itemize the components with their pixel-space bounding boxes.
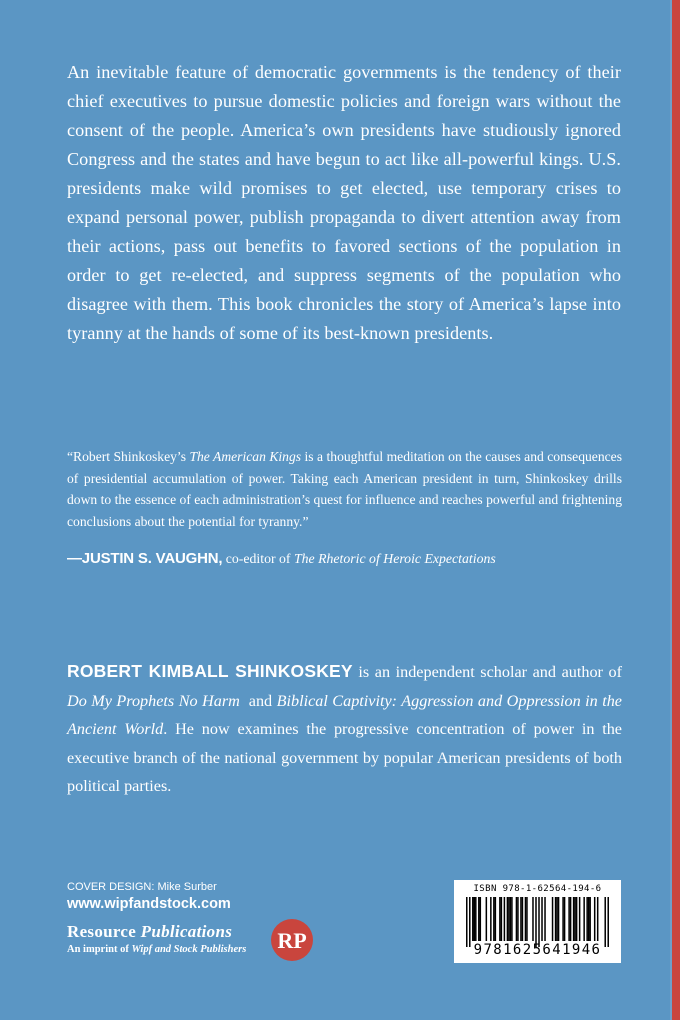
- publisher-name: [67, 922, 232, 942]
- barcode-bar: [493, 897, 495, 941]
- barcode-bar: [556, 897, 558, 941]
- barcode-bar: [574, 897, 576, 941]
- barcode-bar: [517, 897, 519, 941]
- publisher-logo-icon: [270, 918, 314, 962]
- barcode-bar: [552, 897, 554, 941]
- barcode-bar: [510, 897, 512, 941]
- publisher-logo-text: RP: [277, 928, 307, 953]
- barcode-bar: [469, 897, 471, 947]
- barcode-bar: [526, 897, 528, 941]
- barcode-bar: [486, 897, 488, 941]
- barcode-bar: [475, 897, 477, 941]
- barcode: [454, 880, 621, 963]
- barcode-bar: [558, 897, 560, 941]
- barcode-bar: [544, 897, 546, 941]
- barcode-bar: [474, 897, 476, 941]
- barcode-bar: [466, 897, 468, 947]
- barcode-digits: 9781625641946: [473, 942, 602, 958]
- barcode-bar: [538, 897, 540, 947]
- barcode-bar: [480, 897, 482, 941]
- review-quote-open: “Robert Shinkoskey’s: [67, 449, 190, 464]
- review-quote: [67, 446, 622, 532]
- barcode-bar: [594, 897, 596, 941]
- barcode-bars: [460, 897, 615, 947]
- barcode-bar: [490, 897, 492, 941]
- review-attribution: [67, 549, 627, 569]
- barcode-bar: [568, 897, 570, 941]
- imprint-publisher: Wipf and Stock Publishers: [131, 944, 247, 955]
- barcode-bar: [588, 897, 590, 941]
- barcode-bar: [472, 897, 474, 941]
- author-bio: [67, 657, 622, 801]
- barcode-bar: [495, 897, 497, 941]
- barcode-bar: [604, 897, 606, 947]
- barcode-bar: [478, 897, 480, 941]
- cover-design-credit: COVER DESIGN: Mike Surber: [67, 881, 217, 893]
- imprint-prefix: An imprint of: [67, 944, 132, 955]
- reviewer-work: The Rhetoric of Heroic Expectations: [293, 551, 496, 566]
- barcode-bar: [570, 897, 572, 941]
- barcode-bar: [511, 897, 513, 941]
- reviewer-role: co-editor of: [222, 551, 294, 566]
- barcode-bar: [535, 897, 537, 947]
- barcode-bar: [607, 897, 609, 947]
- publisher-name-2: Publications: [140, 922, 233, 941]
- barcode-bar: [522, 897, 524, 941]
- author-name: ROBERT KIMBALL SHINKOSKEY: [67, 661, 353, 681]
- barcode-bar: [583, 897, 585, 941]
- barcode-bar: [579, 897, 581, 941]
- barcode-bar: [555, 897, 557, 941]
- book-blurb: An inevitable feature of democratic governments is the tendency of their chief executives to pursue domestic policies and foreign wars without the consent of the people. America’s own presidents have studiously ignored Congress and the states and have begun to act like all-powerful kings. U.S. presidents make wild promises to get elected, use temporary crises to expand personal power, publish propaganda to divert attention away from their actions, pass out benefits to favored sections of the population in order to get re-elected, and suppress segments of the population who disagree with them. This book chronicles the story of America’s lapse into tyranny at the hands of some of its best-known presidents.: [67, 62, 621, 343]
- barcode-bar: [504, 897, 506, 941]
- barcode-bar: [573, 897, 575, 941]
- barcode-bar: [501, 897, 503, 941]
- review-quote-title: The American Kings: [189, 449, 302, 464]
- barcode-bar: [520, 897, 522, 941]
- barcode-bar: [576, 897, 578, 941]
- review-quote-rest: is a thoughtful meditation on the causes and consequences of presidential accumulation of power. Taking each American president in turn, Shinkoskey drills down to the essence of each administration’s quest for influence and reaches powerful and frightening conclusions about the potential for tyranny.”: [67, 449, 622, 529]
- barcode-bar: [525, 897, 527, 941]
- barcode-bar: [541, 897, 543, 941]
- barcode-bar: [597, 897, 599, 941]
- barcode-bar: [562, 897, 564, 941]
- spine-strip: [672, 0, 680, 1020]
- publisher-website: www.wipfandstock.com: [67, 896, 231, 912]
- imprint-line: [67, 944, 246, 955]
- isbn-label: ISBN 978-1-62564-194-6: [473, 884, 602, 894]
- reviewer-name: —JUSTIN S. VAUGHN,: [67, 550, 223, 567]
- barcode-bar: [507, 897, 509, 941]
- bio-intro: is an independent scholar and author of: [352, 663, 622, 681]
- barcode-bar: [589, 897, 591, 941]
- bio-book-1: Do My Prophets No Harm: [67, 691, 240, 710]
- barcode-bar: [586, 897, 588, 941]
- barcode-bar: [516, 897, 518, 941]
- bio-rest: . He now examines the progressive concentration of power in the executive branch of the national government by popular American presidents of both political parties.: [67, 720, 622, 796]
- barcode-bar: [532, 897, 534, 941]
- bio-and: and: [239, 691, 277, 710]
- publisher-name-1: Resource: [67, 922, 141, 941]
- barcode-bar: [499, 897, 501, 941]
- bio-book-2: Biblical Captivity: Aggression and Oppression in the Ancient World: [67, 691, 622, 739]
- barcode-bar: [508, 897, 510, 941]
- barcode-bar: [564, 897, 566, 941]
